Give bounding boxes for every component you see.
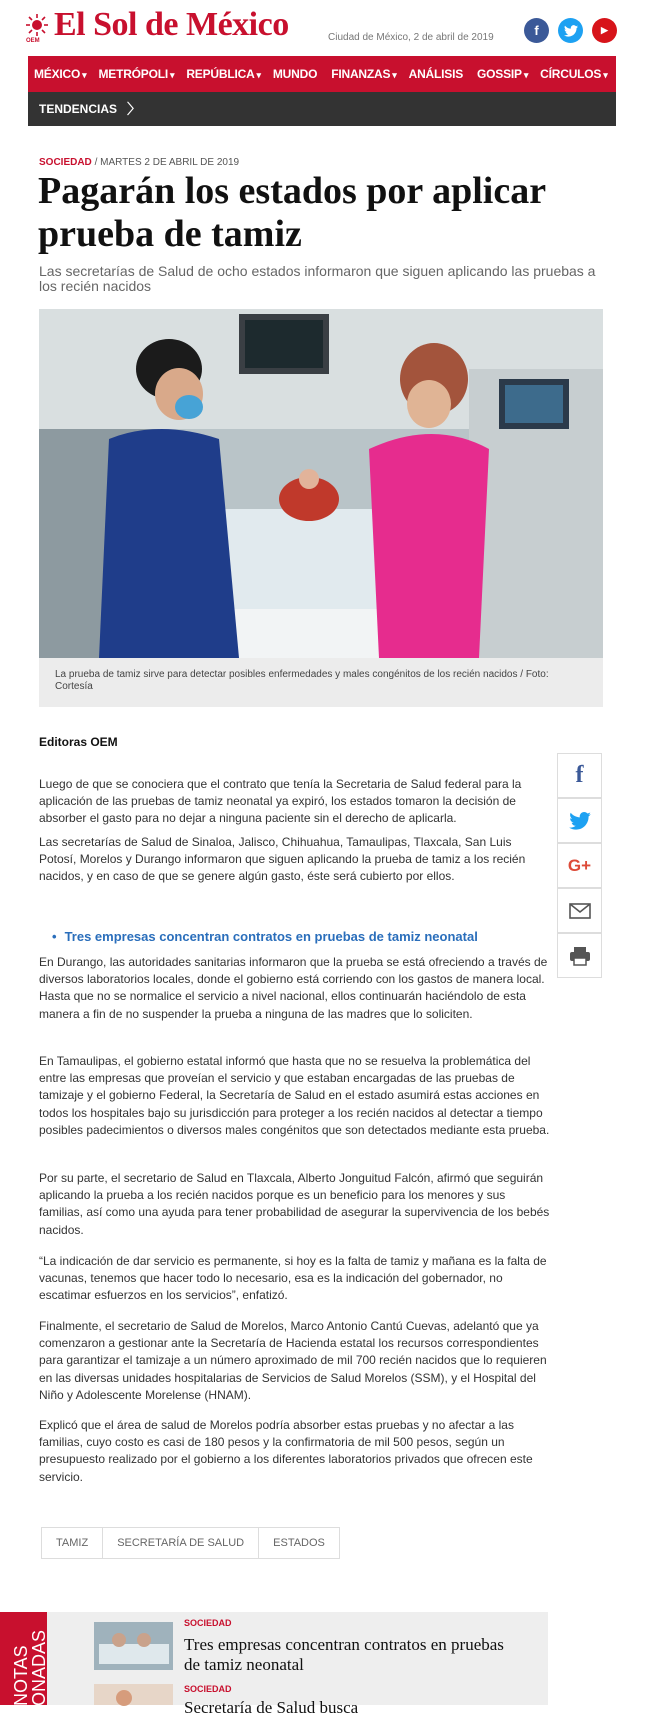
share-facebook-button[interactable]: f [557,753,602,798]
related-article-link[interactable] [52,929,478,944]
paragraph: En Tamaulipas, el gobierno estatal informó que hasta que no se resuelva la problemática del entre las empresas que proveían el servicio y que estaban encargadas de las pruebas de tamizaje y el gobierno Federal, la Secretaría de Salud en el estado asumirá estas acciones en todos los hospitales bajo su jurisdicción para proteger a los recién nacidos al detectar a tiempo posibles padecimientos o diversos males congénitos que son detectados mediante esta prueba. [39,1054,550,1137]
site-header [0,0,616,56]
printer-icon [569,946,591,966]
tag-list [41,1527,340,1559]
related-notes-panel [0,1612,548,1717]
paragraph: Por su parte, el secretario de Salud en Tlaxcala, Alberto Jonguitud Falcón, afirmó que seguirán aplicando la prueba a los recién nacidos porque es un beneficio para los menores y sus familias, así como una ayuda para tener probabilidad de asegurar la supervivencia de los bebés nacidos. [39,1171,550,1237]
related-note-section[interactable]: SOCIEDAD [184,1618,232,1628]
nav-item-circulos[interactable]: CÍRCULOS ▾ [540,67,608,81]
related-link-text[interactable]: Tres empresas concentran contratos en pruebas de tamiz neonatal [64,929,478,944]
share-google-button[interactable]: G+ [557,843,602,888]
share-email-button[interactable] [557,888,602,933]
sun-seal-icon[interactable] [26,14,48,36]
related-note-section[interactable]: SOCIEDAD [184,1684,232,1694]
hospital-photo-image [39,309,603,658]
section-link[interactable]: SOCIEDAD [39,157,92,168]
main-nav [28,56,644,92]
nav-item-mexico[interactable]: MÉXICO ▾ [34,67,87,81]
twitter-icon [569,812,591,830]
tag-tamiz[interactable]: TAMIZ [42,1528,103,1558]
article-photo [39,309,603,658]
hospital-thumbnail-image [94,1684,173,1705]
youtube-icon[interactable]: ▶ [592,18,617,43]
related-note-thumbnail[interactable] [94,1622,173,1670]
envelope-icon [569,903,591,919]
nav-item-republica[interactable]: REPÚBLICA ▾ [186,67,261,81]
related-notes-label-band [0,1612,47,1705]
photo-caption: La prueba de tamiz sirve para detectar posibles enfermedades y males congénitos de los recién nacidos / Foto: Cortesía [39,658,603,707]
tag-estados[interactable]: ESTADOS [273,1537,325,1549]
byline: Editoras OEM [39,735,118,749]
nav-item-metropoli[interactable]: METRÓPOLI ▾ [98,67,175,81]
nav-item-analisis[interactable]: ANÁLISIS [408,67,464,81]
paragraph: En Durango, las autoridades sanitarias informaron que la prueba se está ofreciendo a través de diversos laboratorios locales, donde el gobierno está corriendo con los gastos de manera local. Hasta que no se normalice el servicio a nivel nacional, ellos continuarán haciéndolo de esta manera a fin de no suspender la prueba a ninguna de las madres que lo soliciten. [39,955,548,1021]
nav-item-cultura[interactable]: CUL [619,67,644,81]
nursery-thumbnail-image [94,1622,173,1670]
nav-item-mundo[interactable]: MUNDO [272,67,318,81]
related-note-title[interactable]: Secretaría de Salud busca [184,1698,359,1717]
paragraph: Las secretarías de Salud de Sinaloa, Jalisco, Chihuahua, Tamaulipas, Tlaxcala, San Luis Potosí, Morelos y Durango informaron que siguen aplicando la prueba de tamiz a los recién nacidos, y en caso de que se genere algún gasto, éste será cubierto por ellos. [39,835,526,884]
trending-bar[interactable] [28,92,616,126]
chevron-right-icon[interactable]: 〉 [127,101,142,117]
tag-secretaria-de-salud[interactable]: SECRETARÍA DE SALUD [103,1528,259,1558]
nav-item-finanzas[interactable]: FINANZAS ▾ [331,67,397,81]
related-note-thumbnail[interactable] [94,1684,173,1705]
article-kicker [39,157,239,168]
print-button[interactable] [557,933,602,978]
related-notes-label: NOTAS ONADAS [11,1629,49,1706]
nav-item-gossip[interactable]: GOSSIP ▾ [477,67,529,81]
paragraph: Explicó que el área de salud de Morelos podría absorber estas pruebas y no afectar a las familias, cuyo costo es casi de 180 pesos y la confirmatoria de mil 500 pesos, según un presupuesto realizado por el gobierno a los diferentes laboratorios privados que ofrecen este servicio. [39,1418,533,1484]
article-subhead: Las secretarías de Salud de ocho estados informaron que siguen aplicando las pruebas a los recién nacidos [39,263,596,294]
site-logo[interactable]: El Sol de México [54,6,289,43]
logo-oem: OEM [26,38,40,44]
twitter-icon[interactable] [558,18,583,43]
paragraph: Finalmente, el secretario de Salud de Morelos, Marco Antonio Cantú Cuevas, adelantó que ya comenzaron a gestionar ante la Secretaría de Hacienda estatal los recursos correspondientes para garantizar el tamizaje a un número aproximado de mil 700 recién nacidos que lo requieren en las diversas unidades hospitalarias de Servicios de Salud Morelos (SSM), y el Hospital del Niño y Adolescente Morelense (HNAM). [39,1319,547,1402]
related-note-title[interactable]: Tres empresas concentran contratos en pruebas de tamiz neonatal [184,1635,504,1674]
paragraph: Luego de que se conociera que el contrato que tenía la Secretaria de Salud federal para la aplicación de las pruebas de tamiz neonatal ya expiró, los estados tomaron la decisión de absorber el gasto para no dejar a ninguna paciente sin el derecho de aplicarla. [39,777,522,826]
share-twitter-button[interactable] [557,798,602,843]
facebook-icon[interactable]: f [524,18,549,43]
paragraph: “La indicación de dar servicio es permanente, si hoy es la falta de tamiz y mañana es la falta de vacunas, tenemos que hacer todo lo necesario, esa es la indicación del gobernador, no escatimar esfuerzos en los servicios”, enfatizó. [39,1254,547,1303]
article-date: / MARTES 2 DE ABRIL DE 2019 [91,157,240,168]
header-dateline: Ciudad de México, 2 de abril de 2019 [328,32,494,43]
page-title: Pagarán los estados por aplicar prueba de tamiz [38,170,546,255]
bullet-icon: • [52,929,57,944]
trending-label: TENDENCIAS [39,102,118,116]
